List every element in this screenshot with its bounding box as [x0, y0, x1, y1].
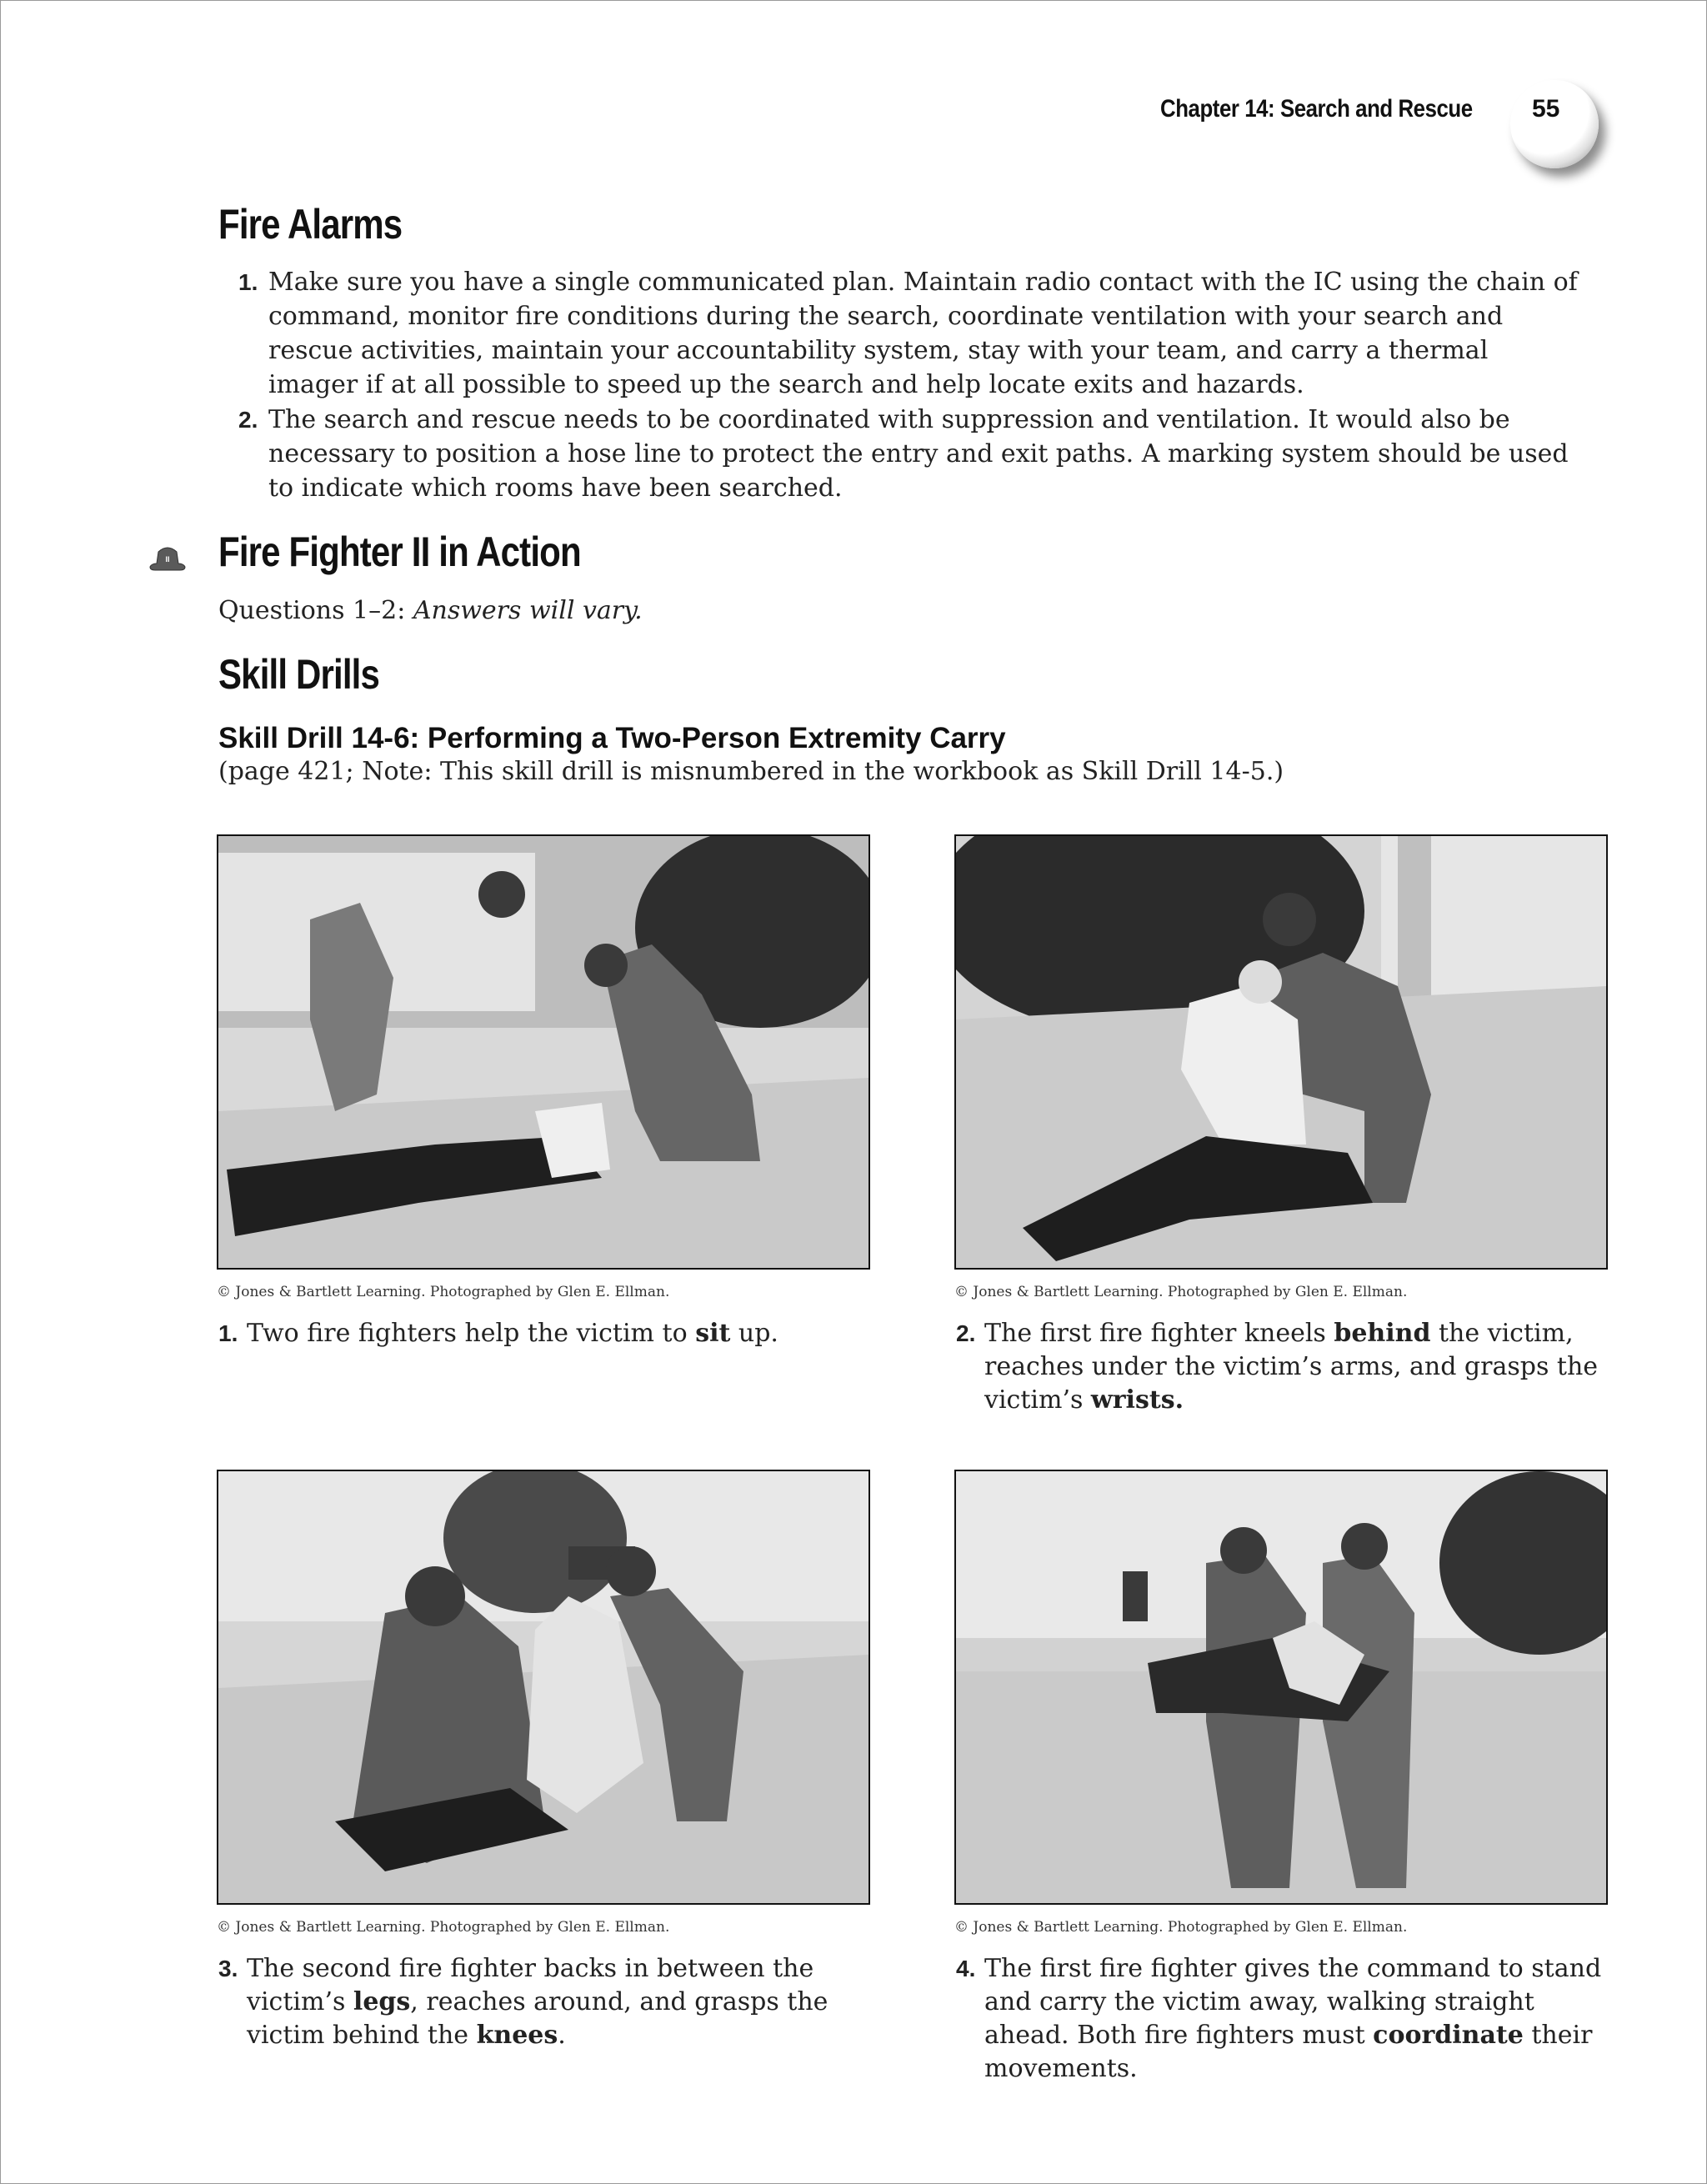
- step-text: Two fire fighters help the victim to: [247, 1319, 696, 1348]
- step-emphasis: knees: [476, 2021, 558, 2050]
- skill-drills-heading: Skill Drills: [218, 651, 380, 698]
- list-number: 2.: [238, 407, 258, 433]
- fire-alarms-item-1: [218, 265, 1585, 402]
- step-3-photo: [217, 1470, 870, 1905]
- step-text: .: [558, 2021, 566, 2050]
- helmet-icon: [148, 543, 187, 574]
- step-text: The second fire fighter backs in between the victim’s: [247, 1954, 814, 2016]
- step-4-credit: © Jones & Bartlett Learning. Photographed by Glen E. Ellman.: [954, 1919, 1408, 1936]
- fire-alarms-item-2: [218, 403, 1585, 505]
- step-emphasis: wrists.: [1090, 1385, 1184, 1415]
- step-text: The first fire fighter gives the command to stand and carry the victim away, walking straight ahead. Both fire fighters must: [984, 1954, 1602, 2050]
- answer-text: Answers will vary.: [413, 596, 643, 625]
- step-4-photo: [954, 1470, 1608, 1905]
- step-2-photo: [954, 834, 1608, 1270]
- ff2-questions-line: [218, 594, 643, 628]
- step-emphasis: behind: [1334, 1319, 1431, 1348]
- page-number-tab: [1510, 80, 1599, 168]
- step-text: , reaches around, and grasps the victim behind the: [247, 1987, 828, 2050]
- step-number: 1.: [218, 1320, 238, 1346]
- step-1-caption: [218, 1317, 877, 1350]
- step-number: 3.: [218, 1956, 238, 1981]
- skill-drill-note: (page 421; Note: This skill drill is misnumbered in the workbook as Skill Drill 14-5.): [218, 757, 1284, 786]
- step-2-caption: [956, 1317, 1614, 1417]
- step-3-caption: [218, 1952, 877, 2052]
- list-text: The search and rescue needs to be coordinated with suppression and ventilation. It would also be necessary to position a hose line to protect the entry and exit paths. A marking system should be used to indicate which rooms have been searched.: [268, 405, 1569, 503]
- step-number: 4.: [956, 1956, 976, 1981]
- fire-alarms-heading: Fire Alarms: [218, 201, 403, 248]
- skill-drill-title: Skill Drill 14-6: Performing a Two-Person Extremity Carry: [218, 722, 1006, 754]
- step-text: The first fire fighter kneels: [984, 1319, 1334, 1348]
- step-2-credit: © Jones & Bartlett Learning. Photographed by Glen E. Ellman.: [954, 1284, 1408, 1300]
- step-text: the victim, reaches under the victim’s arms, and grasps the victim’s: [984, 1319, 1599, 1415]
- list-text: Make sure you have a single communicated plan. Maintain radio contact with the IC using the chain of command, monitor fire conditions during the search, coordinate ventilation with your search and rescue activities, maintain your accountability system, stay with your team, and carry a thermal imager if at all possible to speed up the search and help locate exits and hazards.: [268, 268, 1578, 399]
- step-4-caption: [956, 1952, 1614, 2086]
- step-emphasis: legs: [353, 1987, 411, 2016]
- questions-label: Questions 1–2:: [218, 596, 413, 625]
- page-number: 55: [1532, 95, 1560, 123]
- step-1-credit: © Jones & Bartlett Learning. Photographed by Glen E. Ellman.: [217, 1284, 670, 1300]
- helmet-icon-label: II: [165, 555, 170, 564]
- ff2-in-action-heading: Fire Fighter II in Action: [218, 528, 581, 575]
- list-number: 1.: [238, 269, 258, 295]
- step-emphasis: coordinate: [1373, 2021, 1524, 2050]
- running-head-chapter-title: Chapter 14: Search and Rescue: [1160, 95, 1473, 123]
- step-text: their movements.: [984, 2021, 1593, 2083]
- step-text: up.: [730, 1319, 778, 1348]
- step-number: 2.: [956, 1320, 976, 1346]
- step-emphasis: sit: [695, 1319, 731, 1348]
- step-3-credit: © Jones & Bartlett Learning. Photographed by Glen E. Ellman.: [217, 1919, 670, 1936]
- step-1-photo: [217, 834, 870, 1270]
